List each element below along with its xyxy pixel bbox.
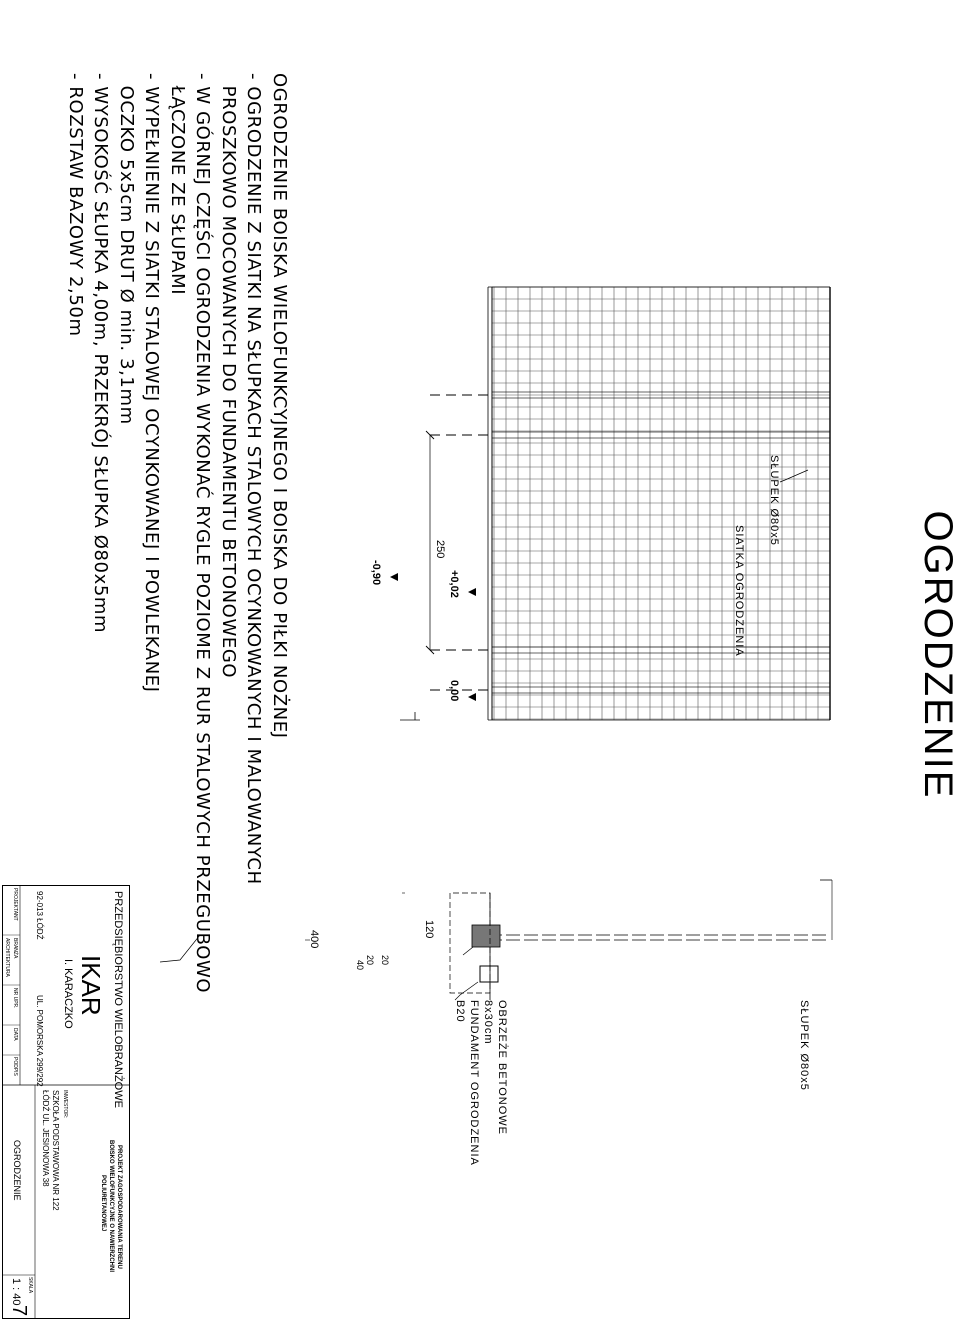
note-line: - WYSOKOŚĆ SŁUPKA 4,00m, PRZEKRÓJ SŁUPKA Ø80x5mm xyxy=(90,73,112,634)
project-title-3: POLIURETANOWEJ xyxy=(100,1175,106,1232)
level-top: +0,02 xyxy=(448,570,460,598)
foundation-leader xyxy=(463,947,473,955)
level-marker-bottom xyxy=(390,573,398,581)
col-branch-value: ARCHITEKTURA xyxy=(4,938,10,977)
note-line: - OGRODZENIE Z SIATKI NA SŁUPKACH STALOWYCH OCYNKOWANYCH I MALOWANYCH xyxy=(243,73,265,885)
section-post-label: SŁUPEK Ø80x5 xyxy=(798,1000,810,1091)
col-permit: NR UPR. xyxy=(12,988,18,1009)
level-bottom: -0,90 xyxy=(370,560,382,586)
note-line: - ROZSTAW BAZOWY 2,50m xyxy=(65,73,86,337)
scale-label: SKALA xyxy=(27,1277,33,1294)
elevation-post-label: SŁUPEK Ø80x5 xyxy=(768,455,780,546)
note-line: - W GÓRNEJ CZĘŚCI OGRODZENIA WYKONAĆ RYGLE POZIOME Z RUR STALOWYCH PRZEGUBOWO xyxy=(192,73,214,994)
section-dim-400: 400 xyxy=(308,930,320,949)
project-title-1: PROJEKT ZAGOSPODAROWANIA TERENU xyxy=(116,1145,122,1269)
elevation-mesh-label: SIATKA OGRODZENIA xyxy=(733,525,745,657)
level-marker-top xyxy=(468,588,476,596)
company-owner: I. KARACZKO xyxy=(62,959,74,1029)
note-line: ŁĄCZONE ZE SŁUPAMI xyxy=(167,73,188,296)
note-line: OGRODZENIE BOISKA WIELOFUNKCYJNEGO I BOISKA DO PIŁKI NOŻNEJ xyxy=(269,73,290,739)
note-line: OCZKO 5x5cm DRUT Ø min. 3,1mm xyxy=(116,73,137,425)
title-block xyxy=(2,885,130,1319)
curb-label-2: 8x30cm xyxy=(482,1000,494,1045)
note-line: PROSZKOWO MOCOWANYCH DO FUNDAMENTU BETONOWEGO xyxy=(218,73,239,679)
sheet-name: OGRODZENIE xyxy=(12,1140,22,1201)
general-notes xyxy=(63,73,293,993)
section-dim-w3: 40 xyxy=(355,960,365,971)
fence-post xyxy=(492,647,830,653)
fence-elevation xyxy=(400,287,830,720)
level-marker-zero xyxy=(468,693,476,701)
company-city: 92-013 ŁÓDŹ xyxy=(35,891,44,940)
col-designer: PROJEKTANT xyxy=(12,888,18,921)
sheet-number: 7 xyxy=(8,1305,30,1317)
investor-2: ŁÓDŹ UL. JESIONOWA 38 xyxy=(41,1090,50,1187)
fence-post xyxy=(492,687,830,693)
curb-label-1: OBRZEŻE BETONOWE xyxy=(496,1000,508,1135)
section-dim-w1: 20 xyxy=(365,955,375,966)
company-name: IKAR xyxy=(76,955,106,1016)
foundation-label-1: FUNDAMENT OGRODZENIA xyxy=(468,1000,480,1166)
section-dim-w2: 20 xyxy=(380,955,390,966)
curb-leader xyxy=(455,982,478,1000)
col-branch: BRANŻA xyxy=(12,938,18,959)
drawing-title: OGRODZENIE xyxy=(916,510,960,800)
foundation xyxy=(472,925,500,947)
concrete-curb xyxy=(480,966,498,982)
col-date: DATA xyxy=(12,1028,18,1041)
spacing-dimension: 250 xyxy=(434,540,446,559)
note-line: - WYPEŁNIENIE Z SIATKI STALOWEJ OCYNKOWANEJ I POWLEKANEJ xyxy=(141,73,163,693)
company-street: UL. POMORSKA 299/292 xyxy=(35,995,44,1087)
fence-post xyxy=(492,432,830,438)
investor-1: SZKOŁA PODSTAWOWA NR 122 xyxy=(51,1090,60,1211)
section-dim-120: 120 xyxy=(423,920,435,939)
level-zero: 0,00 xyxy=(448,680,460,702)
col-sign: PODPIS xyxy=(12,1057,18,1076)
investor-label: INWESTOR: xyxy=(62,1090,68,1119)
foundation-label-2: B20 xyxy=(454,1000,466,1023)
project-title-2: BOISKO WIELOFUNKCYJNE O NAWIERZCHNI xyxy=(108,1140,114,1273)
scale-value: 1 : 40 xyxy=(10,1278,22,1306)
company-line-visible: PRZEDSIĘBIORSTWO WIELOBRANŻOWE xyxy=(112,891,124,1108)
